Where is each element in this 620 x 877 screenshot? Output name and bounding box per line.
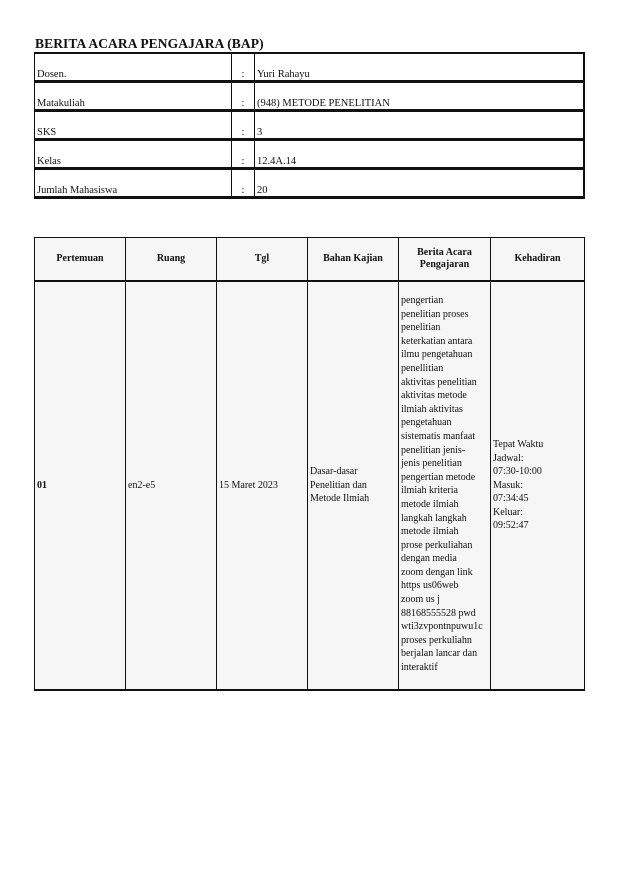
cell-ruang: en2-e5	[126, 281, 217, 690]
info-separator: :	[232, 53, 255, 82]
info-row-matakuliah	[35, 82, 585, 111]
cell-kehadiran: Tepat Waktu Jadwal: 07:30-10:00 Masuk: 07:34:45 Keluar: 09:52:47	[491, 281, 585, 690]
cell-tgl: 15 Maret 2023	[217, 281, 308, 690]
info-label: Dosen.	[35, 53, 232, 82]
table-header-row	[35, 238, 585, 282]
info-value: (948) METODE PENELITIAN	[255, 82, 585, 111]
info-row-dosen	[35, 53, 585, 82]
info-row-jumlah-mahasiswa	[35, 169, 585, 198]
header-berita-acara: Berita Acara Pengajaran	[399, 238, 491, 282]
info-value: 20	[255, 169, 585, 198]
header-bahan-kajian: Bahan Kajian	[308, 238, 399, 282]
info-label: Jumlah Mahasiswa	[35, 169, 232, 198]
info-value: 3	[255, 111, 585, 140]
info-row-kelas	[35, 140, 585, 169]
info-separator: :	[232, 140, 255, 169]
cell-bahan-kajian: Dasar-dasar Penelitian dan Metode Ilmiah	[308, 281, 399, 690]
info-separator: :	[232, 169, 255, 198]
header-kehadiran: Kehadiran	[491, 238, 585, 282]
table-row	[35, 281, 585, 690]
info-separator: :	[232, 82, 255, 111]
document-title: BERITA ACARA PENGAJARA (BAP)	[35, 36, 264, 51]
cell-pertemuan: 01	[35, 281, 126, 690]
info-label: Kelas	[35, 140, 232, 169]
info-separator: :	[232, 111, 255, 140]
header-ruang: Ruang	[126, 238, 217, 282]
cell-berita-acara: pengertian penelitian proses penelitian keterkatian antara ilmu pengetahuan penellitian aktivitas penelitian aktivitas metode ilmiah aktivitas pengetahuan sistematis manfaat penelitian jenis- jenis penelitian pengertian metode ilmiah kriteria metode ilmiah langkah langkah metode ilmiah prose perkuliahan dengan media zoom dengan link https us06web zoom us j 88168555528 pwd wti3zvpontnpuwu1c proses perkuliahn berjalan lancar dan interaktif	[399, 281, 491, 690]
info-label: Matakuliah	[35, 82, 232, 111]
info-value: 12.4A.14	[255, 140, 585, 169]
course-info-table	[34, 52, 585, 199]
info-row-sks	[35, 111, 585, 140]
header-tgl: Tgl	[217, 238, 308, 282]
info-label: SKS	[35, 111, 232, 140]
header-pertemuan: Pertemuan	[35, 238, 126, 282]
info-value: Yuri Rahayu	[255, 53, 585, 82]
attendance-table	[34, 237, 585, 691]
